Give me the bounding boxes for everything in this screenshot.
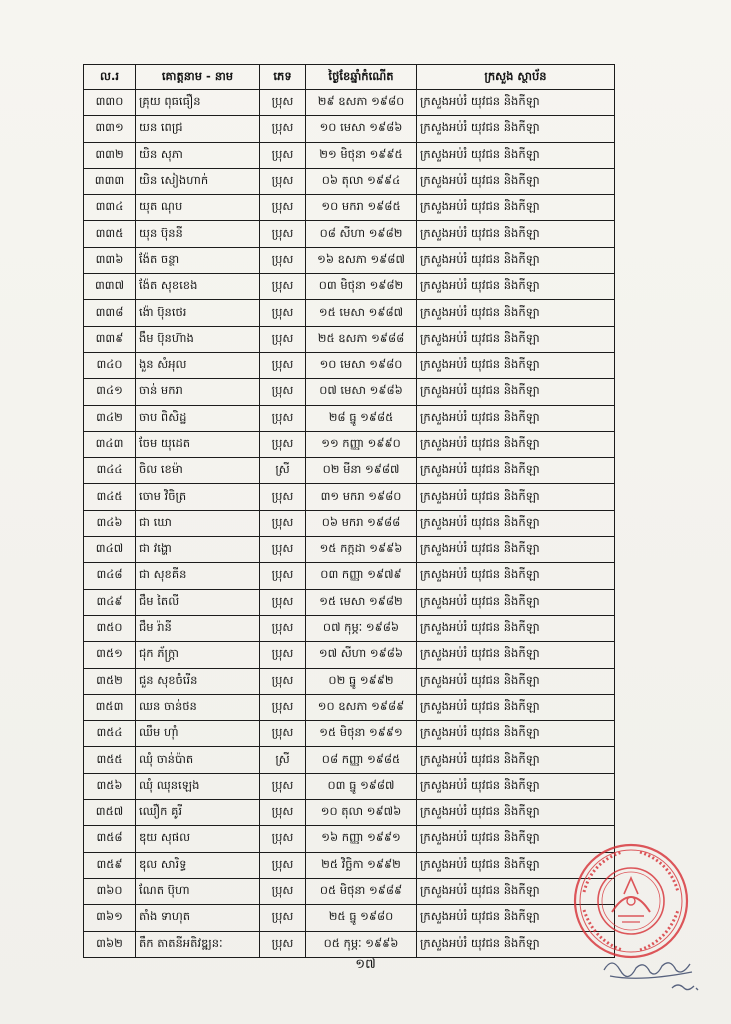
row-ministry: ក្រសួងអប់រំ យុវជន និងកីឡា [417,826,615,852]
row-number: ៣៥៨ [84,826,136,852]
row-sex: ប្រុស [260,694,306,720]
table-row [84,326,615,352]
row-sex: ប្រុស [260,589,306,615]
row-dob: ០៣ កញ្ញា ១៩៧៩ [306,563,417,589]
row-sex: ប្រុស [260,484,306,510]
row-sex: ប្រុស [260,195,306,221]
row-number: ៣៣៤ [84,195,136,221]
row-sex: ប្រុស [260,431,306,457]
row-sex: ប្រុស [260,221,306,247]
row-number: ៣៣៩ [84,326,136,352]
row-number: ៣៣១ [84,116,136,142]
table-row [84,352,615,378]
row-name: ជឹម រ៉ានី [136,615,260,641]
row-dob: ០៦ តុលា ១៩៩៤ [306,168,417,194]
row-dob: ១០ មេសា ១៩៨៦ [306,116,417,142]
row-number: ៣៥៣ [84,694,136,720]
table-row [84,931,615,957]
row-sex: ប្រុស [260,721,306,747]
table-row [84,168,615,194]
row-name: ជា សុខគីន [136,563,260,589]
row-sex: ស្រី [260,458,306,484]
row-number: ៣៤៨ [84,563,136,589]
row-ministry: ក្រសួងអប់រំ យុវជន និងកីឡា [417,195,615,221]
row-number: ៣៥០ [84,615,136,641]
row-sex: ប្រុស [260,852,306,878]
row-dob: ១៥ មិថុនា ១៩៩១ [306,721,417,747]
row-number: ៣៥៦ [84,773,136,799]
row-ministry: ក្រសួងអប់រំ យុវជន និងកីឡា [417,800,615,826]
row-number: ៣៣៣ [84,168,136,194]
row-ministry: ក្រសួងអប់រំ យុវជន និងកីឡា [417,931,615,957]
row-number: ៣៣៨ [84,300,136,326]
row-dob: ១០ មករា ១៩៨៥ [306,195,417,221]
row-dob: ២៨ ធ្នូ ១៩៨៥ [306,405,417,431]
table-row [84,510,615,536]
row-dob: ២៩ ឧសភា ១៩៨០ [306,90,417,116]
row-number: ៣៤៦ [84,510,136,536]
row-name: តាំង ទាហុត [136,905,260,931]
row-sex: ប្រុស [260,247,306,273]
row-dob: ០២ មីនា ១៩៨៧ [306,458,417,484]
row-name: ជា វង្ហោ [136,537,260,563]
row-sex: ប្រុស [260,352,306,378]
row-name: ងួន សំអុល [136,352,260,378]
row-ministry: ក្រសួងអប់រំ យុវជន និងកីឡា [417,221,615,247]
row-ministry: ក្រសួងអប់រំ យុវជន និងកីឡា [417,326,615,352]
row-ministry: ក្រសួងអប់រំ យុវជន និងកីឡា [417,116,615,142]
row-ministry: ក្រសួងអប់រំ យុវជន និងកីឡា [417,878,615,904]
official-seal [572,842,690,960]
row-ministry: ក្រសួងអប់រំ យុវជន និងកីឡា [417,300,615,326]
table-row [84,747,615,773]
row-ministry: ក្រសួងអប់រំ យុវជន និងកីឡា [417,537,615,563]
row-dob: ០២ ធ្នូ ១៩៩២ [306,668,417,694]
row-dob: ០៧ មេសា ១៩៨៦ [306,379,417,405]
table-row [84,405,615,431]
row-name: ចាប ពិសិដ្ឋ [136,405,260,431]
row-dob: ១០ ឧសភា ១៩៨៩ [306,694,417,720]
row-number: ៣៤៥ [84,484,136,510]
row-number: ៣៦០ [84,878,136,904]
row-dob: ០៣ មិថុនា ១៩៨២ [306,274,417,300]
row-name: ឈុំ ចាន់ប៉ាត [136,747,260,773]
row-sex: ប្រុស [260,563,306,589]
row-number: ៣៤៧ [84,537,136,563]
row-ministry: ក្រសួងអប់រំ យុវជន និងកីឡា [417,615,615,641]
row-ministry: ក្រសួងអប់រំ យុវជន និងកីឡា [417,721,615,747]
row-sex: ស្រី [260,747,306,773]
handwritten-signature [600,948,710,998]
row-name: ចិល ខេម៉ា [136,458,260,484]
table-row [84,300,615,326]
row-ministry: ក្រសួងអប់រំ យុវជន និងកីឡា [417,747,615,773]
row-dob: ០៣ ធ្នូ ១៩៨៧ [306,773,417,799]
row-ministry: ក្រសួងអប់រំ យុវជន និងកីឡា [417,642,615,668]
row-ministry: ក្រសួងអប់រំ យុវជន និងកីឡា [417,168,615,194]
table-row [84,852,615,878]
row-number: ៣៦១ [84,905,136,931]
row-number: ៣៣៦ [84,247,136,273]
row-name: យិន សៀងហាក់ [136,168,260,194]
row-name: ង៉ែត ចន្ថា [136,247,260,273]
row-dob: ១៥ មេសា ១៩៨៧ [306,300,417,326]
table-row [84,537,615,563]
table-row [84,773,615,799]
row-name: តឹក តាតនីអតិវឌ្ឍនៈ [136,931,260,957]
row-name: ងឹម ប៊ុនហ៊ាង [136,326,260,352]
row-sex: ប្រុស [260,826,306,852]
table-row [84,642,615,668]
row-sex: ប្រុស [260,116,306,142]
header-dob: ថ្ងៃខែឆ្នាំកំណើត [306,65,417,90]
row-number: ៣៥៥ [84,747,136,773]
row-name: ឌុយ សុផល [136,826,260,852]
row-sex: ប្រុស [260,905,306,931]
table-body [84,90,615,958]
row-dob: ២៥ ធ្នូ ១៩៨០ [306,905,417,931]
row-name: ង៉ោ ប៊ុនថេរ [136,300,260,326]
table-row [84,694,615,720]
row-ministry: ក្រសួងអប់រំ យុវជន និងកីឡា [417,589,615,615]
table-row [84,90,615,116]
table-row [84,247,615,273]
row-sex: ប្រុស [260,642,306,668]
row-ministry: ក្រសួងអប់រំ យុវជន និងកីឡា [417,431,615,457]
row-number: ៣៦២ [84,931,136,957]
row-ministry: ក្រសួងអប់រំ យុវជន និងកីឡា [417,274,615,300]
row-ministry: ក្រសួងអប់រំ យុវជន និងកីឡា [417,142,615,168]
row-dob: ០៥ មិថុនា ១៩៨៩ [306,878,417,904]
row-name: ឈុំ ឈុនឡេង [136,773,260,799]
row-sex: ប្រុស [260,274,306,300]
row-name: ង៉ែត សុខខេង [136,274,260,300]
row-name: ជុក ភ័ក្ត្រា [136,642,260,668]
table-row [84,668,615,694]
header-no: ល.រ [84,65,136,90]
row-sex: ប្រុស [260,90,306,116]
table-header-row [84,65,615,90]
row-dob: ១៥ មេសា ១៩៨២ [306,589,417,615]
row-number: ៣៥៩ [84,852,136,878]
row-sex: ប្រុស [260,168,306,194]
header-ministry: ក្រសួង ស្ថាប័ន [417,65,615,90]
row-number: ៣៣៧ [84,274,136,300]
row-dob: ១៥ កក្កដា ១៩៩៦ [306,537,417,563]
row-name: ជា ឃោ [136,510,260,536]
table-row [84,905,615,931]
table-row [84,142,615,168]
row-dob: ០៦ មករា ១៩៨៨ [306,510,417,536]
row-sex: ប្រុស [260,142,306,168]
row-number: ៣៥៤ [84,721,136,747]
row-ministry: ក្រសួងអប់រំ យុវជន និងកីឡា [417,510,615,536]
row-name: ឈឿក គូរី [136,800,260,826]
row-name: យិន សុភា [136,142,260,168]
table-row [84,615,615,641]
row-number: ៣៣៥ [84,221,136,247]
row-sex: ប្រុស [260,510,306,536]
row-number: ៣៥៧ [84,800,136,826]
row-sex: ប្រុស [260,773,306,799]
row-sex: ប្រុស [260,878,306,904]
row-ministry: ក្រសួងអប់រំ យុវជន និងកីឡា [417,852,615,878]
row-name: ចែម យុដេត [136,431,260,457]
row-number: ៣៤០ [84,352,136,378]
row-name: ណែត ប៊ុហា [136,878,260,904]
row-dob: ១០ មេសា ១៩៨០ [306,352,417,378]
row-ministry: ក្រសួងអប់រំ យុវជន និងកីឡា [417,379,615,405]
row-name: ឌុល សារិទ្ធ [136,852,260,878]
row-name: ជឹម តៃលី [136,589,260,615]
table-row [84,826,615,852]
row-name: យុន ប៊ុននី [136,221,260,247]
row-sex: ប្រុស [260,668,306,694]
table-row [84,878,615,904]
row-ministry: ក្រសួងអប់រំ យុវជន និងកីឡា [417,773,615,799]
row-sex: ប្រុស [260,405,306,431]
row-sex: ប្រុស [260,326,306,352]
table-row [84,379,615,405]
row-ministry: ក្រសួងអប់រំ យុវជន និងកីឡា [417,694,615,720]
row-ministry: ក្រសួងអប់រំ យុវជន និងកីឡា [417,668,615,694]
row-ministry: ក្រសួងអប់រំ យុវជន និងកីឡា [417,247,615,273]
row-ministry: ក្រសួងអប់រំ យុវជន និងកីឡា [417,90,615,116]
row-number: ៣៤១ [84,379,136,405]
row-sex: ប្រុស [260,931,306,957]
row-ministry: ក្រសួងអប់រំ យុវជន និងកីឡា [417,352,615,378]
row-number: ៣៤៩ [84,589,136,615]
row-dob: ១១ កញ្ញា ១៩៩០ [306,431,417,457]
row-ministry: ក្រសួងអប់រំ យុវជន និងកីឡា [417,484,615,510]
row-dob: ០៧ កុម្ភៈ ១៩៨៦ [306,615,417,641]
row-number: ៣៤៣ [84,431,136,457]
row-name: ចោម វិចិត្រ [136,484,260,510]
row-ministry: ក្រសួងអប់រំ យុវជន និងកីឡា [417,405,615,431]
table-row [84,431,615,457]
table-row [84,563,615,589]
row-ministry: ក្រសួងអប់រំ យុវជន និងកីឡា [417,905,615,931]
row-name: យន ពេជ្រ [136,116,260,142]
personnel-table [83,64,615,958]
row-sex: ប្រុស [260,615,306,641]
row-number: ៣៤៤ [84,458,136,484]
header-sex: ភេទ [260,65,306,90]
row-dob: ២៥ ឧសភា ១៩៨៨ [306,326,417,352]
row-dob: ៣១ មករា ១៩៨០ [306,484,417,510]
row-sex: ប្រុស [260,537,306,563]
row-dob: ១៧ សីហា ១៩៨៦ [306,642,417,668]
table-row [84,274,615,300]
table-row [84,589,615,615]
row-dob: ០៨ សីហា ១៩៨២ [306,221,417,247]
row-number: ៣៥១ [84,642,136,668]
row-number: ៣៣០ [84,90,136,116]
row-number: ៣៣២ [84,142,136,168]
row-ministry: ក្រសួងអប់រំ យុវជន និងកីឡា [417,563,615,589]
row-dob: ២១ មិថុនា ១៩៩៥ [306,142,417,168]
page-number: ១៧ [355,957,376,972]
row-name: ឈន ចាន់ថន [136,694,260,720]
table-row [84,721,615,747]
row-number: ៣៥២ [84,668,136,694]
row-dob: ១០ តុលា ១៩៧៦ [306,800,417,826]
table-row [84,195,615,221]
table-row [84,221,615,247]
row-dob: ០៨ កញ្ញា ១៩៨៥ [306,747,417,773]
row-sex: ប្រុស [260,379,306,405]
row-dob: ០៥ កុម្ភៈ ១៩៩៦ [306,931,417,957]
header-name: គោត្តនាម - នាម [136,65,260,90]
row-sex: ប្រុស [260,800,306,826]
row-dob: ២៥ វិច្ឆិកា ១៩៩២ [306,852,417,878]
row-name: គ្រុយ ពុធធឿន [136,90,260,116]
table-row [84,800,615,826]
row-sex: ប្រុស [260,300,306,326]
row-name: ជួន សុខចំរើន [136,668,260,694]
row-name: ចាន់ មករា [136,379,260,405]
row-name: ឈឹម ហ៊ាំ [136,721,260,747]
table-row [84,484,615,510]
row-dob: ១៦ ឧសភា ១៩៨៧ [306,247,417,273]
row-dob: ១៦ កញ្ញា ១៩៩១ [306,826,417,852]
row-number: ៣៤២ [84,405,136,431]
table-row [84,116,615,142]
table-row [84,458,615,484]
row-ministry: ក្រសួងអប់រំ យុវជន និងកីឡា [417,458,615,484]
row-name: យុត ណុប [136,195,260,221]
